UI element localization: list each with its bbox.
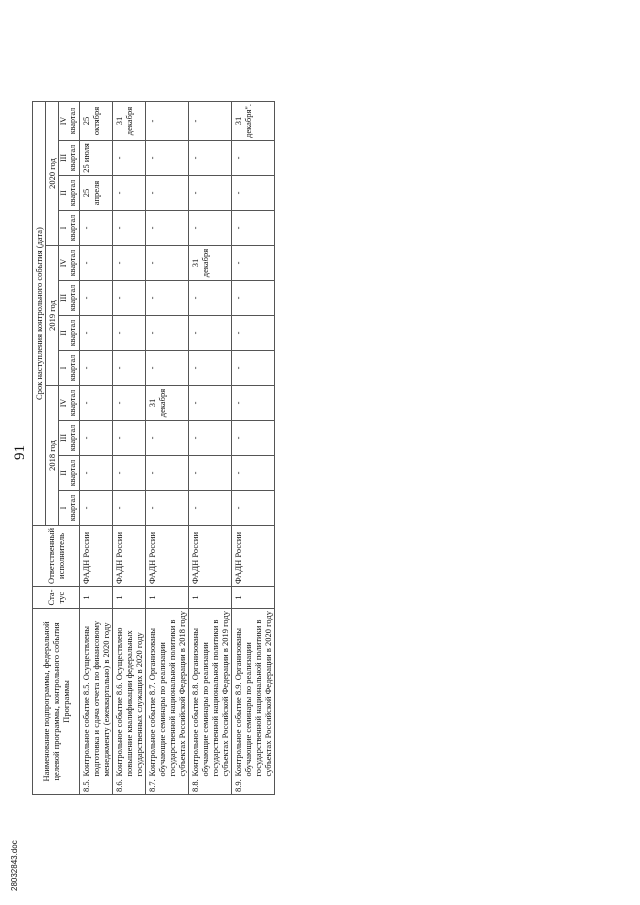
date-cell: -	[145, 456, 188, 491]
date-cell: 31 декабря	[188, 246, 231, 281]
date-cell: -	[145, 141, 188, 176]
page-number: 91	[12, 445, 28, 460]
date-cell: -	[112, 456, 145, 491]
date-cell: -	[145, 316, 188, 351]
quarter-word: квартал	[67, 459, 77, 487]
header-quarter	[59, 211, 80, 246]
date-cell: -	[188, 351, 231, 386]
quarter-number: IV	[59, 258, 69, 268]
header-deadline: Срок наступления контрольного события (дата)	[33, 102, 46, 526]
row-number: 8.7.	[145, 779, 188, 795]
date-cell: -	[145, 176, 188, 211]
quarter-word: квартал	[67, 389, 77, 417]
date-cell: -	[79, 456, 112, 491]
row-number: 8.8.	[188, 779, 231, 795]
header-quarter	[59, 141, 80, 176]
status-cell: 1	[112, 587, 145, 609]
status-cell: 1	[79, 587, 112, 609]
table-row	[112, 102, 145, 795]
date-cell: -	[188, 102, 231, 141]
event-name: Контрольное событие 8.7. Организованы обучающие семинары по реализации государственной национальной политики в субъектах Российской Федерации в 2018 году	[145, 609, 188, 779]
date-cell: -	[79, 316, 112, 351]
table-row	[188, 102, 231, 795]
date-cell: -	[145, 281, 188, 316]
date-cell: -	[188, 421, 231, 456]
date-cell: -	[231, 281, 274, 316]
table-row	[231, 102, 274, 795]
date-cell: -	[112, 491, 145, 526]
row-number: 8.6.	[112, 779, 145, 795]
date-cell: -	[188, 141, 231, 176]
quarter-word: квартал	[67, 144, 77, 172]
quarter-word: квартал	[67, 214, 77, 242]
quarter-word: квартал	[67, 494, 77, 522]
date-cell: 31 декабря".	[231, 102, 274, 141]
date-cell: 31 декабря	[145, 386, 188, 421]
date-cell: -	[231, 491, 274, 526]
quarter-number: II	[59, 470, 69, 476]
quarter-number: IV	[59, 398, 69, 408]
row-number: 8.5.	[79, 779, 112, 795]
date-cell: -	[145, 351, 188, 386]
date-cell: -	[188, 211, 231, 246]
event-name: Контрольное событие 8.8. Организованы обучающие семинары по реализации государственной национальной политики в субъектах Российской Федерации в 2019 году	[188, 609, 231, 779]
executor-cell: ФАДН России	[112, 526, 145, 587]
status-cell: 1	[231, 587, 274, 609]
table-row	[145, 102, 188, 795]
header-executor: Ответственный исполнитель	[33, 526, 80, 587]
header-quarter	[59, 386, 80, 421]
event-name: Контрольное событие 8.5. Осуществлены подготовка и сдача отчета по финансовому менеджменту (ежеквартально) в 2020 году	[79, 609, 112, 779]
quarter-word: квартал	[67, 284, 77, 312]
date-cell: -	[231, 316, 274, 351]
date-cell: -	[231, 141, 274, 176]
date-cell: 25 октября	[79, 102, 112, 141]
date-cell: -	[231, 421, 274, 456]
date-cell: -	[188, 491, 231, 526]
executor-cell: ФАДН России	[145, 526, 188, 587]
header-status: Ста-тус	[33, 587, 80, 609]
date-cell: -	[79, 211, 112, 246]
date-cell: -	[112, 246, 145, 281]
date-cell: -	[112, 176, 145, 211]
date-cell: -	[145, 491, 188, 526]
date-cell: 25 апреля	[79, 176, 112, 211]
date-cell: -	[145, 211, 188, 246]
date-cell: -	[112, 351, 145, 386]
date-cell: -	[231, 176, 274, 211]
date-cell: -	[112, 141, 145, 176]
status-cell: 1	[145, 587, 188, 609]
header-year: 2019 год	[46, 246, 59, 386]
quarter-number: III	[59, 294, 69, 302]
date-cell: -	[79, 246, 112, 281]
footer-filename: 28032843.doc	[10, 840, 19, 891]
date-cell: -	[79, 491, 112, 526]
date-cell: -	[112, 421, 145, 456]
header-quarter	[59, 456, 80, 491]
date-cell: -	[79, 281, 112, 316]
event-name: Контрольное событие 8.6. Осуществлено повышение квалификации федеральных государственных служащих в 2020 году	[112, 609, 145, 779]
quarter-number: III	[59, 434, 69, 442]
date-cell: -	[112, 281, 145, 316]
quarter-word: квартал	[67, 107, 77, 135]
quarter-word: квартал	[67, 179, 77, 207]
date-cell: -	[231, 386, 274, 421]
date-cell: -	[188, 176, 231, 211]
quarter-number: I	[59, 226, 69, 230]
date-cell: -	[112, 211, 145, 246]
executor-cell: ФАДН России	[231, 526, 274, 587]
date-cell: -	[231, 211, 274, 246]
header-year: 2020 год	[46, 102, 59, 246]
header-quarter	[59, 246, 80, 281]
date-cell: -	[145, 246, 188, 281]
header-quarter	[59, 421, 80, 456]
quarter-number: IV	[59, 116, 69, 126]
header-year: 2018 год	[46, 386, 59, 526]
header-quarter	[59, 491, 80, 526]
executor-cell: ФАДН России	[188, 526, 231, 587]
date-cell: -	[79, 386, 112, 421]
date-cell: 31 декабря	[112, 102, 145, 141]
date-cell: -	[231, 456, 274, 491]
date-cell: -	[112, 316, 145, 351]
header-name: Наименование подпрограммы, федеральной целевой программы, контрольного события Программы	[33, 609, 80, 795]
header-quarter	[59, 351, 80, 386]
status-cell: 1	[188, 587, 231, 609]
quarter-number: II	[59, 330, 69, 336]
quarter-number: II	[59, 190, 69, 196]
date-cell: -	[188, 281, 231, 316]
date-cell: -	[145, 421, 188, 456]
date-cell: -	[188, 456, 231, 491]
header-quarter	[59, 176, 80, 211]
header-quarter	[59, 102, 80, 141]
date-cell: -	[145, 102, 188, 141]
date-cell: -	[231, 246, 274, 281]
date-cell: -	[79, 351, 112, 386]
quarter-number: I	[59, 506, 69, 510]
quarter-word: квартал	[67, 319, 77, 347]
date-cell: -	[231, 351, 274, 386]
quarter-number: I	[59, 366, 69, 370]
executor-cell: ФАДН России	[79, 526, 112, 587]
quarter-word: квартал	[67, 249, 77, 277]
events-table	[32, 101, 275, 795]
quarter-word: квартал	[67, 424, 77, 452]
quarter-word: квартал	[67, 354, 77, 382]
quarter-number: III	[59, 154, 69, 162]
header-quarter	[59, 281, 80, 316]
row-number: 8.9.	[231, 779, 274, 795]
event-name: Контрольное событие 8.9. Организованы обучающие семинары по реализации государственной национальной политики в субъектах Российской Федерации в 2020 году	[231, 609, 274, 779]
date-cell: -	[188, 316, 231, 351]
date-cell: -	[188, 386, 231, 421]
date-cell: -	[79, 421, 112, 456]
header-quarter	[59, 316, 80, 351]
date-cell: 25 июля	[79, 141, 112, 176]
table-row	[79, 102, 112, 795]
date-cell: -	[112, 386, 145, 421]
